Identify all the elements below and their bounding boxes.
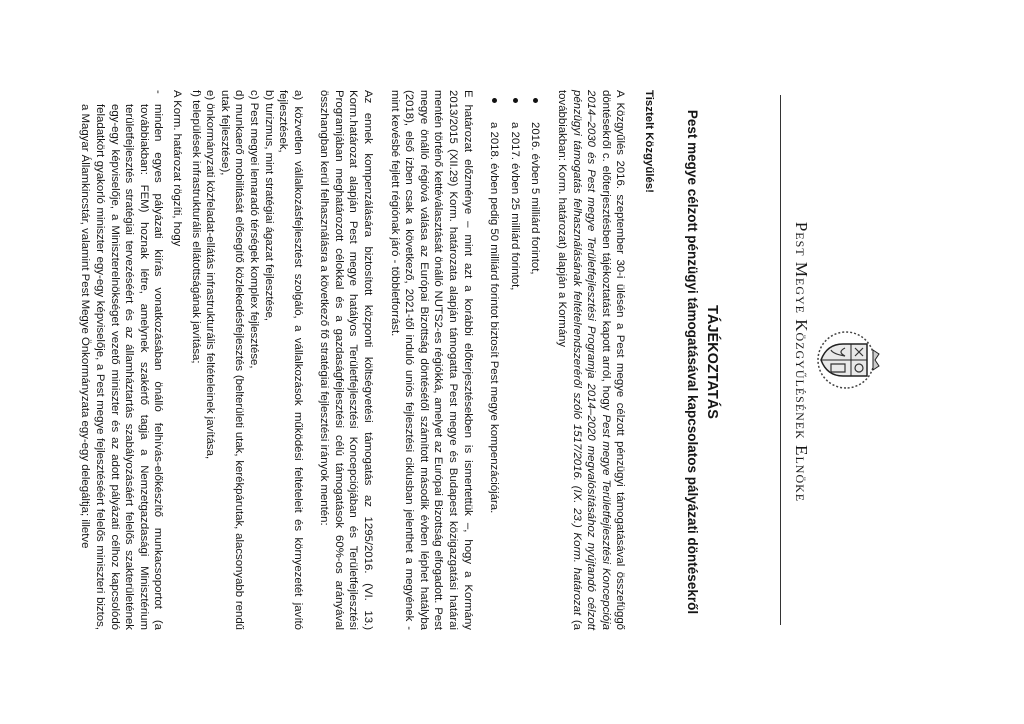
compensation-paragraph: Az ennek kompenzálására biztosított központi költségvetési támogatás az 1295/2016. (VI. 13.) Korm.határozat alapján Pest megye hatályos Területfejlesztési Koncepciójában és Területfejlesztési Programjában meghatározott célokkal és a gazdaságfejlesztési célú támogatások 60%-os arányával összhangban kerül felhasználásra a következő fő stratégiai fejlesztési irányok mentén: bbox=[318, 90, 375, 630]
intro-text-2: (a továbbiakban: Korm. határozat) alapján a Kormány bbox=[556, 90, 583, 630]
document-body bbox=[78, 90, 656, 630]
list-item: 2016. évben 5 milliárd forintot, bbox=[528, 90, 543, 630]
background-paragraph: E határozat előzménye – mint azt a korábbi előterjesztésekben is ismertettük –, hogy a Kormány 2013/2015 (XII.29) Korm. határozata alapján támogatta Pest megye és Budapest közigazgatási határai mentén történő kettéválasztását önálló NUTS2-es régiókká, amelyet az Európai Bizottság elfogadott. Pest megye önálló régióvá válása az Európai Bizottság döntésétől számított második évben léphet hatályba (2018), első ízben csak a következő, 2021-től induló uniós fejlesztési ciklusban jelenthet a megyének - mint kevésbé fejlett régiónak járó - többletforrást. bbox=[388, 90, 474, 630]
list-item: a) közvetlen vállalkozásfejlesztést szolgáló, a vállalkozások működési feltételeit és környezetét javító fejlesztések, bbox=[277, 90, 304, 630]
document-type: TÁJÉKOZTATÁS bbox=[704, 305, 720, 419]
strategic-directions-list bbox=[188, 90, 305, 630]
greeting: Tisztelt Közgyűlés! bbox=[643, 90, 655, 193]
list-item: a 2018. évben pedig 50 milliárd forintot biztosít Pest megye kompenzációjára. bbox=[487, 90, 502, 630]
bullet-icon bbox=[492, 98, 497, 103]
list-item: c) Pest megyei lemaradó térségek komplex fejlesztése, bbox=[247, 90, 260, 369]
county-coat-of-arms bbox=[816, 330, 881, 390]
bullet-icon bbox=[533, 98, 538, 103]
list-item: f) települések infrastrukturális ellátottságának javítása; bbox=[189, 90, 202, 364]
list-item: - minden egyes pályázati kiírás vonatkozásában önálló felhívás-előkészítő munkacsoportot (a továbbiakban: FEM) hoznak létre, amelynek szakértő tagja a Nemzetgazdasági Minisztérium területfejlesztés stratégiai tervezéséért és az államháztartás szabályozásáért felelős szakterületének egy-egy képviselője, a Miniszterelnökséget vezető miniszter és az adott pályázati célhoz kapcsolódó feladatkört gyakorló miniszter egy-egy képviselője, a Pest megye fejlesztéséért felelős miniszteri biztos, a Magyar Államkincstár, valamint Pest Megye Önkormányzata egy-egy delegáltja; illetve bbox=[79, 90, 165, 630]
document-subject: Pest megye célzott pénzügyi támogatásával kapcsolatos pályázati döntésekről bbox=[685, 109, 700, 615]
list-item: d) munkaerő mobilitását elősegítő közlekedésfejlesztés (belterületi utak, kerékpárutak, alacsonyabb rendű utak fejlesztése), bbox=[218, 90, 246, 630]
bullet-icon bbox=[513, 98, 518, 103]
intro-paragraph bbox=[554, 90, 627, 630]
header-divider bbox=[780, 95, 781, 625]
intro-text-1: A Közgyűlés 2016. szeptember 30-i ülésén a Pest megye célzott pénzügyi támogatásával összefüggő döntésekről c. előterjesztésben tájékoztatást kapott arról, hogy bbox=[599, 90, 627, 630]
list-item: e) önkormányzati közfeladat-ellátás infrastrukturális feltételeinek javítása, bbox=[204, 90, 217, 460]
list-item: a 2017. évben 25 milliárd forintot, bbox=[507, 90, 522, 630]
dash-icon: - bbox=[152, 90, 165, 94]
funding-list bbox=[487, 90, 543, 630]
organization-title: Pest Megye Közgyűlésének Elnöke bbox=[792, 221, 811, 503]
list-item: b) turizmus, mint stratégiai ágazat fejlesztése, bbox=[262, 90, 275, 322]
intro-decree-title: Pest megye Területfejlesztési Koncepciója 2014–2030 és Pest megye Területfejlesztési Programja 2014–2020 megvalósításához nyújtandó célzott pénzügyi támogatás felhasználásának feltételrendszeréről szóló 1517/2016. (IX. 23.) Korm. határozat bbox=[570, 90, 612, 631]
decree-intro: A Korm. határozat rögzíti, hogy bbox=[170, 90, 183, 247]
